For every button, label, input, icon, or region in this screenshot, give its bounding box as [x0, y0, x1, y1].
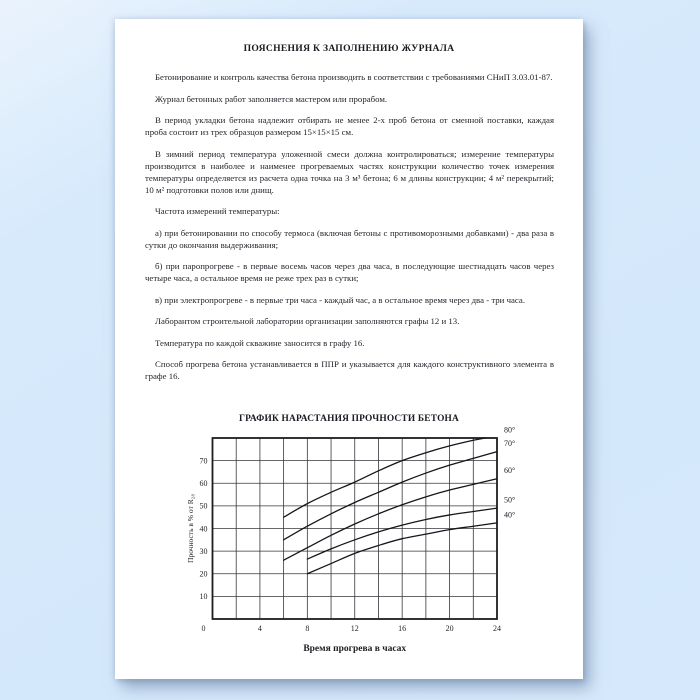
paragraph: б) при паропрогреве - в первые восемь часов через два часа, в последующие шестнадцать часов через четыре часа, а остальное время не реже трех раз в сутки; [145, 261, 554, 283]
y-axis-title: Прочность в % от R₂₈ [186, 494, 195, 563]
curve-label: 50° [504, 495, 516, 505]
strength-chart-block [115, 410, 583, 667]
y-axis-tick-labels [200, 456, 208, 601]
document-page [115, 19, 583, 679]
strength-chart [155, 427, 555, 667]
svg-text:4: 4 [257, 624, 262, 633]
strength-curve [284, 479, 497, 560]
paragraph: В зимний период температура уложенной смеси должна контролироваться; измерение температуры производится в наиболее и наименее прогреваемых частях конструкции количество точек измерения температуры определяется из расчета одна точка на 3 м³ бетона; 6 м длины конструкции; 4 м² перекрытий; 10 м² подготовки полов или днищ. [145, 148, 554, 195]
svg-text:60: 60 [199, 479, 208, 489]
paragraph: а) при бетонировании по способу термоса (включая бетоны с противоморозными добавками) - два раза в сутки до окончания выдерживания; [145, 227, 554, 250]
paragraph: Лаборантом строительной лаборатории организации заполняются графы 12 и 13. [155, 316, 460, 326]
curve-temperature-labels [504, 427, 515, 519]
x-axis-tick-labels [202, 624, 502, 633]
svg-text:40: 40 [199, 524, 208, 534]
svg-text:16: 16 [398, 624, 407, 633]
paragraph: в) при электропрогреве - в первые три часа - каждый час, а в остальное время через два - три часа. [155, 294, 526, 305]
paragraph: Бетонирование и контроль качества бетона производить в соответствии с требованиями СНиП 3.03.01-87. [155, 72, 553, 82]
document-title: ПОЯСНЕНИЯ К ЗАПОЛНЕНИЮ ЖУРНАЛА [243, 43, 455, 54]
paragraph: Журнал бетонных работ заполняется мастером или прорабом. [155, 93, 388, 104]
svg-text:20: 20 [445, 624, 454, 633]
svg-text:20: 20 [199, 569, 208, 579]
paragraph: Способ прогрева бетона устанавливается в ППР и указывается для каждого конструктивного элемента в графе 16. [145, 359, 554, 381]
svg-text:0: 0 [201, 624, 206, 633]
svg-text:12: 12 [350, 624, 359, 633]
svg-text:10: 10 [199, 592, 208, 602]
strength-curve [284, 452, 497, 540]
strength-curve [284, 438, 486, 517]
svg-text:50: 50 [199, 501, 208, 511]
curve-label: 60° [504, 466, 516, 476]
curve-label: 80° [504, 427, 516, 435]
paragraph: Частота измерений температуры: [155, 206, 280, 216]
curve-label: 70° [504, 439, 516, 449]
chart-title: ГРАФИК НАРАСТАНИЯ ПРОЧНОСТИ БЕТОНА [238, 414, 460, 424]
svg-text:70: 70 [199, 456, 208, 466]
svg-text:30: 30 [199, 546, 208, 556]
x-axis-title: Время прогрева в часах [303, 644, 407, 654]
curve-label: 40° [504, 510, 516, 520]
svg-text:24: 24 [493, 624, 501, 633]
svg-text:8: 8 [305, 624, 310, 633]
paragraph: В период укладки бетона надлежит отбирать не менее 2-х проб бетона от сменной поставки, каждая проба состоит из трех образцов размером 15×15×15 см. [145, 115, 554, 137]
document-body [115, 71, 583, 382]
paragraph: Температура по каждой скважине заносится в графу 16. [155, 337, 365, 348]
